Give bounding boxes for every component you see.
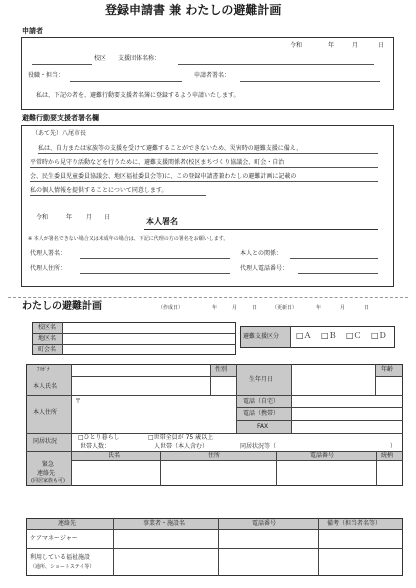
- created-day: 日: [252, 305, 258, 311]
- postal-mark: 〒: [75, 398, 82, 405]
- furigana-label: ﾌﾘｶﾞﾅ: [37, 367, 50, 373]
- cut-line: [8, 297, 408, 298]
- proxy-sign-label: 代理人署名：: [30, 250, 67, 257]
- household-label: 同居状況: [33, 438, 58, 445]
- phone-home-label: 電話（自宅）: [243, 398, 280, 405]
- emergency-label-1: 緊急: [42, 461, 55, 468]
- emergency-header-name: 氏名: [108, 452, 121, 459]
- proxy-phone-label: 代理人電話番号：: [240, 265, 289, 272]
- phone-mobile-label: 電話（携帯）: [243, 410, 280, 417]
- emergency-header-address: 住所: [208, 452, 221, 459]
- contact-row-care-manager: ケアマネージャー: [30, 535, 78, 542]
- consent-underline-1: [38, 153, 378, 154]
- updated-day: 日: [364, 305, 370, 311]
- org-name-label: 支援団体名称：: [118, 55, 161, 62]
- consent-date-month: 月: [86, 214, 93, 221]
- emergency-header-relation: 続柄: [381, 452, 394, 459]
- applicant-date-reiwa: 令和: [290, 42, 303, 49]
- consent-underline-3: [30, 181, 378, 182]
- consent-line-4: 私の個人情報を提供することについて同意します。: [30, 187, 168, 194]
- signer-label: 申請者署名：: [194, 72, 231, 79]
- signer-field[interactable]: [240, 81, 380, 82]
- contact-header-contact: 連絡先: [58, 520, 77, 527]
- consent-underline-4: [30, 195, 206, 196]
- district-area-label: 地区名: [38, 335, 57, 342]
- consent-date-reiwa: 令和: [36, 214, 49, 221]
- district-suffix: 校区: [94, 55, 107, 62]
- applicant-section-label: 申請者: [22, 27, 43, 35]
- page-title: 登録申請書 兼 わたしの避難計画: [105, 3, 282, 17]
- updated-label: （更新日）: [272, 305, 298, 311]
- household-elderly-checkbox[interactable]: □世帯全員が 75 歳以上: [148, 434, 214, 441]
- proxy-phone-field[interactable]: [298, 273, 378, 274]
- org-name-field[interactable]: [178, 64, 374, 65]
- consent-underline-2: [30, 167, 378, 168]
- proxy-note: ※ 本人が署名できない場合又は未成年の場合は、下記に代理の方の署名をお願いします。: [28, 236, 229, 242]
- relation-label: 本人との関係：: [240, 250, 283, 257]
- signature-field[interactable]: [144, 229, 378, 230]
- applicant-date-month: 月: [352, 42, 359, 49]
- address-label: 本人住所: [33, 409, 58, 416]
- proxy-address-label: 代理人住所：: [30, 265, 67, 272]
- support-class-label: 避難支援区分: [243, 333, 280, 340]
- contact-header-notes: 備考（担当者名等）: [327, 520, 382, 527]
- contact-row-facility: 利用している福祉施設: [30, 554, 91, 561]
- consent-line-3: 会、民生委員児童委員協議会、地区福祉委員会等)に、この登録申請書兼わたしの避難計画に記載の: [30, 173, 297, 180]
- support-option-d[interactable]: □Ｄ: [371, 331, 387, 340]
- created-year: 年: [212, 305, 218, 311]
- name-label: 本人氏名: [33, 383, 58, 390]
- consent-date-year: 年: [66, 214, 73, 221]
- applicant-statement: 私は、下記の者を、避難行動要支援者名簿に登録するよう申請いたします。: [36, 92, 240, 99]
- support-option-a[interactable]: □Ａ: [296, 331, 312, 340]
- district-town-label: 町会名: [38, 346, 57, 353]
- created-month: 月: [232, 305, 238, 311]
- addressee: （あて先）八尾市長: [32, 130, 87, 137]
- district-school-label: 校区名: [38, 324, 57, 331]
- support-option-b[interactable]: □Ｂ: [321, 331, 337, 340]
- household-unit: 人世帯（本人含む）: [154, 443, 209, 450]
- emergency-note: (同居家族も可): [31, 478, 65, 484]
- consent-line-1: 私は、自力または家族等の支援を受けて避難することができないため、災害時の避難支援に備え、: [38, 145, 303, 152]
- consent-date-day: 日: [104, 214, 111, 221]
- consent-line-2: 平常時から見守り活動などを行うために、避難支援関係者(校区まちづくり協議会、町会・自治: [30, 159, 285, 166]
- created-label: （作成日）: [158, 305, 184, 311]
- age-label: 年齢: [381, 366, 394, 373]
- proxy-address-field[interactable]: [80, 273, 230, 274]
- role-field[interactable]: [70, 81, 182, 82]
- emergency-label-2: 連絡先: [37, 470, 56, 477]
- relation-field[interactable]: [290, 258, 378, 259]
- signature-label: 本人署名: [146, 217, 178, 226]
- household-alone-checkbox[interactable]: □ひとり暮らし: [78, 434, 120, 441]
- gender-label: 性別: [215, 366, 228, 373]
- district-field[interactable]: [32, 64, 92, 65]
- household-count-label: 世帯人数：: [80, 443, 111, 450]
- household-other-label: 同居状況等（: [240, 443, 277, 450]
- contact-row-facility-sub: （通所、ショートステイ等）: [30, 564, 95, 570]
- household-other-close: ）: [390, 443, 397, 450]
- emergency-header-phone: 電話番号: [310, 452, 335, 459]
- support-option-c[interactable]: □Ｃ: [346, 331, 362, 340]
- dob-label: 生年月日: [249, 376, 274, 383]
- applicant-date-day: 日: [378, 42, 385, 49]
- role-label: 役職・担当：: [28, 72, 65, 79]
- consent-section-label: 避難行動要支援者署名欄: [22, 114, 99, 122]
- updated-year: 年: [316, 305, 322, 311]
- contact-header-provider: 事業者・施設名: [143, 520, 186, 527]
- updated-month: 月: [340, 305, 346, 311]
- plan-title: わたしの避難計画: [22, 301, 102, 312]
- contact-header-phone: 電話番号: [252, 520, 277, 527]
- personal-info-table: [26, 364, 403, 486]
- fax-label: FAX: [257, 423, 269, 430]
- proxy-sign-field[interactable]: [80, 258, 230, 259]
- applicant-date-year: 年: [328, 42, 335, 49]
